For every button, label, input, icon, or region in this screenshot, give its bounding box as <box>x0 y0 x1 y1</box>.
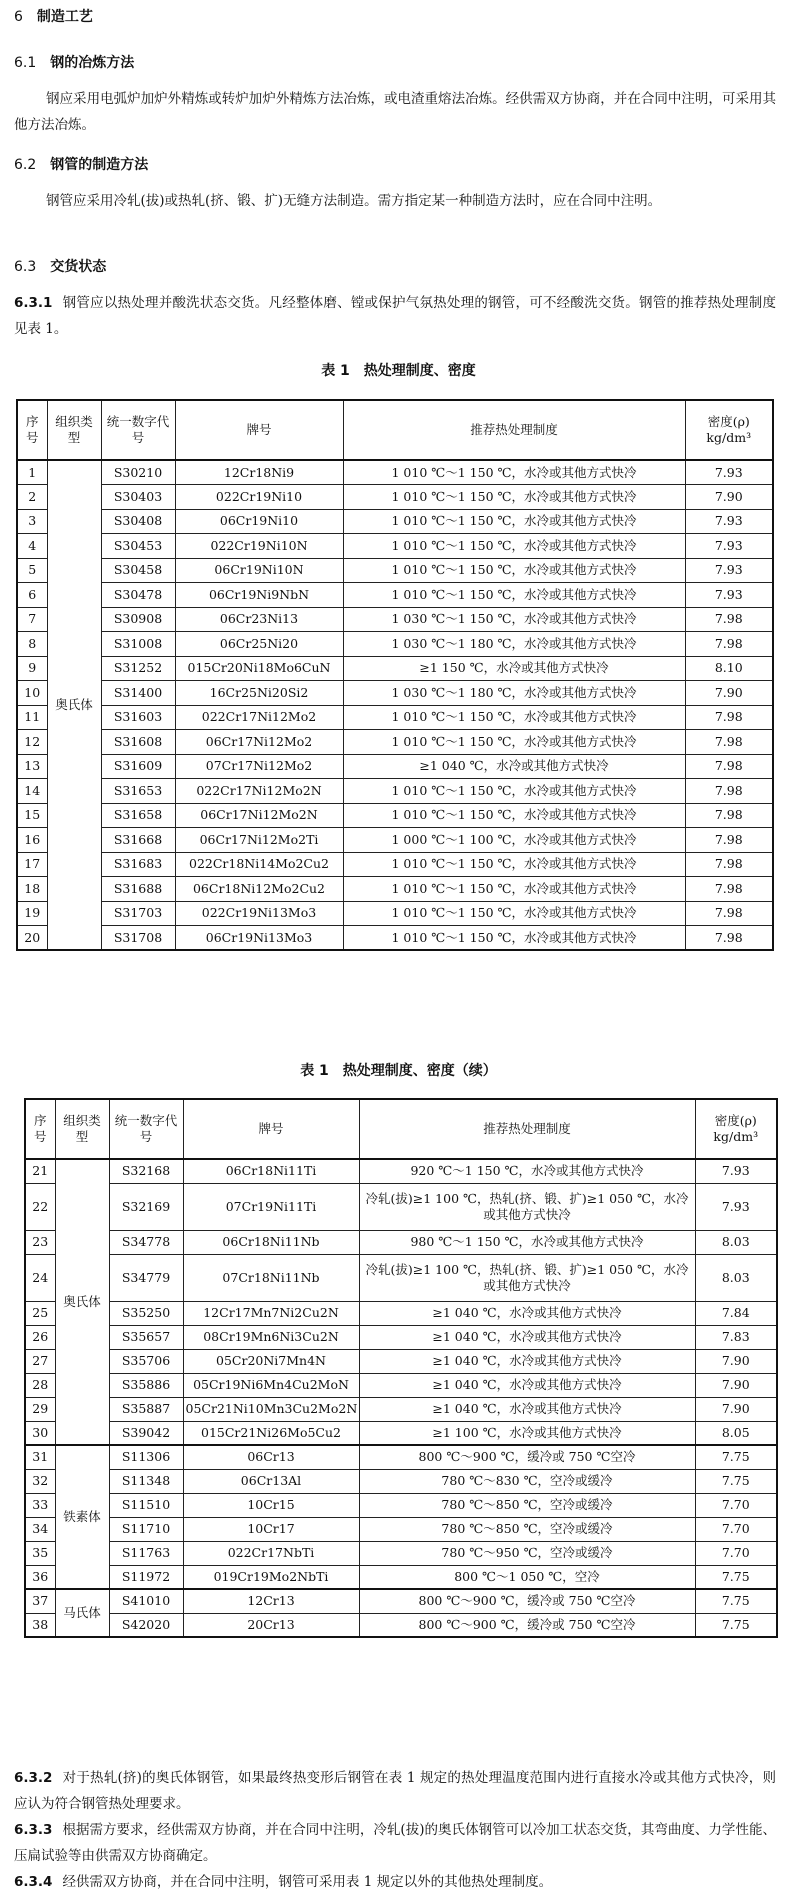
grade-cell: 06Cr23Ni13 <box>175 607 343 632</box>
table-row <box>25 1589 777 1613</box>
header-no: 序号 <box>25 1099 55 1159</box>
section-6-3-1-text: 6.3.1 钢管应以热处理并酸洗状态交货。凡经整体磨、镗或保护气氛热处理的钢管，可不经酸洗交货。钢管的推荐热处理制度见表 1。 <box>14 295 776 337</box>
heat-treatment-cell: 780 ℃～850 ℃，空冷或缓冷 <box>359 1493 695 1517</box>
code-cell: S39042 <box>109 1421 183 1445</box>
header-group: 组织类型 <box>55 1099 109 1159</box>
header-code: 统一数字代号 <box>101 400 175 460</box>
table-row <box>17 509 773 534</box>
code-cell: S34778 <box>109 1230 183 1254</box>
row-number: 32 <box>25 1469 55 1493</box>
code-cell: S42020 <box>109 1613 183 1637</box>
table-row <box>17 730 773 755</box>
table-row <box>17 852 773 877</box>
table-row <box>25 1397 777 1421</box>
row-number: 30 <box>25 1421 55 1445</box>
row-number: 14 <box>17 779 47 804</box>
section-6-3-4-text: 6.3.4 经供需双方协商，并在合同中注明，钢管可采用表 1 规定以外的其他热处理制度。 <box>14 1874 553 1890</box>
row-number: 9 <box>17 656 47 681</box>
grade-cell: 06Cr18Ni11Ti <box>183 1159 359 1183</box>
header-code: 统一数字代号 <box>109 1099 183 1159</box>
table-row <box>25 1565 777 1589</box>
heat-treatment-cell: 800 ℃～900 ℃，缓冷或 750 ℃空冷 <box>359 1445 695 1469</box>
heat-treatment-cell: 1 030 ℃～1 180 ℃，水冷或其他方式快冷 <box>343 632 685 657</box>
density-cell: 7.70 <box>695 1517 777 1541</box>
code-cell: S11763 <box>109 1541 183 1565</box>
grade-cell: 06Cr19Ni9NbN <box>175 583 343 608</box>
grade-cell: 05Cr21Ni10Mn3Cu2Mo2N <box>183 1397 359 1421</box>
grade-cell: 06Cr19Ni13Mo3 <box>175 926 343 951</box>
code-cell: S35887 <box>109 1397 183 1421</box>
code-cell: S30210 <box>101 460 175 485</box>
row-number: 27 <box>25 1349 55 1373</box>
section-6-3-3-text: 6.3.3 根据需方要求，经供需双方协商，并在合同中注明，冷轧(拔)的奥氏体钢管可以冷加工状态交货，其弯曲度、力学性能、压扁试验等由供需双方协商确定。 <box>14 1822 776 1864</box>
row-number: 33 <box>25 1493 55 1517</box>
grade-cell: 015Cr21Ni26Mo5Cu2 <box>183 1421 359 1445</box>
code-cell: S30408 <box>101 509 175 534</box>
table-row <box>17 681 773 706</box>
code-cell: S31609 <box>101 754 175 779</box>
heat-treatment-cell: 1 010 ℃～1 150 ℃，水冷或其他方式快冷 <box>343 705 685 730</box>
density-cell: 7.75 <box>695 1445 777 1469</box>
grade-cell: 06Cr17Ni12Mo2Ti <box>175 828 343 853</box>
table-row <box>25 1349 777 1373</box>
row-number: 5 <box>17 558 47 583</box>
row-number: 11 <box>17 705 47 730</box>
header-grade: 牌号 <box>175 400 343 460</box>
group-cell-martensite: 马氏体 <box>55 1589 109 1637</box>
grade-cell: 022Cr17NbTi <box>183 1541 359 1565</box>
heat-treatment-cell: 1 010 ℃～1 150 ℃，水冷或其他方式快冷 <box>343 509 685 534</box>
table-row <box>17 754 773 779</box>
grade-cell: 06Cr25Ni20 <box>175 632 343 657</box>
group-cell-ferrite: 铁素体 <box>55 1445 109 1589</box>
table-row <box>25 1445 777 1469</box>
section-6-2-text: 钢管应采用冷轧(拔)或热轧(挤、锻、扩)无缝方法制造。需方指定某一种制造方法时，应在合同中注明。 <box>46 193 662 209</box>
section-6-3-heading: 6.3 交货状态 <box>14 259 107 275</box>
table-row <box>17 779 773 804</box>
grade-cell: 20Cr13 <box>183 1613 359 1637</box>
section-6-2-heading: 6.2 钢管的制造方法 <box>14 157 149 173</box>
header-group: 组织类型 <box>47 400 101 460</box>
grade-cell: 12Cr13 <box>183 1589 359 1613</box>
row-number: 3 <box>17 509 47 534</box>
heat-treatment-cell: 800 ℃～900 ℃，缓冷或 750 ℃空冷 <box>359 1613 695 1637</box>
table-row <box>17 485 773 510</box>
code-cell: S31653 <box>101 779 175 804</box>
grade-cell: 10Cr17 <box>183 1517 359 1541</box>
table-row <box>17 656 773 681</box>
header-density: 密度(ρ) kg/dm³ <box>695 1099 777 1159</box>
section-6-1-text: 钢应采用电弧炉加炉外精炼或转炉加炉外精炼方法冶炼，或电渣重熔法冶炼。经供需双方协商，并在合同中注明，可采用其他方法冶炼。 <box>14 91 776 133</box>
grade-cell: 12Cr17Mn7Ni2Cu2N <box>183 1301 359 1325</box>
code-cell: S30403 <box>101 485 175 510</box>
row-number: 21 <box>25 1159 55 1183</box>
table-row <box>25 1493 777 1517</box>
section-6-3-2-text: 6.3.2 对于热轧(挤)的奥氏体钢管，如果最终热变形后钢管在表 1 规定的热处理温度范围内进行直接水冷或其他方式快冷，则应认为符合钢管热处理要求。 <box>14 1770 776 1812</box>
row-number: 17 <box>17 852 47 877</box>
heat-treatment-cell: 冷轧(拔)≥1 100 ℃，热轧(挤、锻、扩)≥1 050 ℃，水冷或其他方式快冷 <box>359 1254 695 1301</box>
code-cell: S41010 <box>109 1589 183 1613</box>
heat-treatment-cell: 1 010 ℃～1 150 ℃，水冷或其他方式快冷 <box>343 803 685 828</box>
section-6-1-heading: 6.1 钢的冶炼方法 <box>14 55 135 71</box>
density-cell: 7.90 <box>695 1349 777 1373</box>
table-row <box>25 1325 777 1349</box>
table-header-row <box>17 400 773 460</box>
heat-treatment-cell: ≥1 040 ℃，水冷或其他方式快冷 <box>343 754 685 779</box>
row-number: 37 <box>25 1589 55 1613</box>
code-cell: S31008 <box>101 632 175 657</box>
row-number: 29 <box>25 1397 55 1421</box>
density-cell: 7.93 <box>685 558 773 583</box>
table-row <box>17 803 773 828</box>
table-row <box>17 558 773 583</box>
table-row <box>25 1541 777 1565</box>
code-cell: S31603 <box>101 705 175 730</box>
header-grade: 牌号 <box>183 1099 359 1159</box>
density-cell: 7.98 <box>685 754 773 779</box>
density-cell: 8.10 <box>685 656 773 681</box>
density-cell: 8.05 <box>695 1421 777 1445</box>
row-number: 4 <box>17 534 47 559</box>
row-number: 36 <box>25 1565 55 1589</box>
density-cell: 7.98 <box>685 607 773 632</box>
density-cell: 7.75 <box>695 1469 777 1493</box>
density-cell: 7.84 <box>695 1301 777 1325</box>
row-number: 26 <box>25 1325 55 1349</box>
density-cell: 8.03 <box>695 1230 777 1254</box>
table-row <box>17 926 773 951</box>
code-cell: S31608 <box>101 730 175 755</box>
density-cell: 7.90 <box>695 1373 777 1397</box>
table-row <box>25 1517 777 1541</box>
table-row <box>25 1183 777 1230</box>
heat-treatment-cell: 1 010 ℃～1 150 ℃，水冷或其他方式快冷 <box>343 730 685 755</box>
heat-treatment-cell: 920 ℃～1 150 ℃，水冷或其他方式快冷 <box>359 1159 695 1183</box>
density-cell: 7.93 <box>695 1159 777 1183</box>
row-number: 35 <box>25 1541 55 1565</box>
code-cell: S35886 <box>109 1373 183 1397</box>
code-cell: S11972 <box>109 1565 183 1589</box>
code-cell: S32168 <box>109 1159 183 1183</box>
density-cell: 7.75 <box>695 1565 777 1589</box>
header-heat: 推荐热处理制度 <box>359 1099 695 1159</box>
code-cell: S11710 <box>109 1517 183 1541</box>
grade-cell: 06Cr13 <box>183 1445 359 1469</box>
group-cell-austenite: 奥氏体 <box>55 1159 109 1445</box>
heat-treatment-cell: ≥1 040 ℃，水冷或其他方式快冷 <box>359 1373 695 1397</box>
code-cell: S30453 <box>101 534 175 559</box>
row-number: 7 <box>17 607 47 632</box>
row-number: 20 <box>17 926 47 951</box>
table-row <box>25 1373 777 1397</box>
row-number: 22 <box>25 1183 55 1230</box>
grade-cell: 06Cr19Ni10N <box>175 558 343 583</box>
density-cell: 7.98 <box>685 730 773 755</box>
row-number: 2 <box>17 485 47 510</box>
code-cell: S30478 <box>101 583 175 608</box>
heat-treatment-cell: 1 010 ℃～1 150 ℃，水冷或其他方式快冷 <box>343 926 685 951</box>
table-1-caption: 表 1 热处理制度、密度 <box>321 363 476 379</box>
heat-treatment-cell: 800 ℃～1 050 ℃，空冷 <box>359 1565 695 1589</box>
grade-cell: 06Cr18Ni12Mo2Cu2 <box>175 877 343 902</box>
heat-treatment-cell: 1 030 ℃～1 150 ℃，水冷或其他方式快冷 <box>343 607 685 632</box>
code-cell: S31658 <box>101 803 175 828</box>
table-1-continued <box>24 1098 778 1638</box>
density-cell: 7.83 <box>695 1325 777 1349</box>
table-row <box>17 632 773 657</box>
table-row <box>25 1159 777 1183</box>
density-cell: 7.98 <box>685 877 773 902</box>
heat-treatment-cell: 1 010 ℃～1 150 ℃，水冷或其他方式快冷 <box>343 485 685 510</box>
heat-treatment-cell: 780 ℃～850 ℃，空冷或缓冷 <box>359 1517 695 1541</box>
table-1 <box>16 399 774 951</box>
grade-cell: 06Cr17Ni12Mo2 <box>175 730 343 755</box>
heat-treatment-cell: ≥1 100 ℃，水冷或其他方式快冷 <box>359 1421 695 1445</box>
density-cell: 7.98 <box>685 926 773 951</box>
header-no: 序号 <box>17 400 47 460</box>
code-cell: S31683 <box>101 852 175 877</box>
grade-cell: 019Cr19Mo2NbTi <box>183 1565 359 1589</box>
heat-treatment-cell: 1 010 ℃～1 150 ℃，水冷或其他方式快冷 <box>343 852 685 877</box>
code-cell: S31708 <box>101 926 175 951</box>
row-number: 28 <box>25 1373 55 1397</box>
heat-treatment-cell: 1 030 ℃～1 180 ℃，水冷或其他方式快冷 <box>343 681 685 706</box>
grade-cell: 10Cr15 <box>183 1493 359 1517</box>
grade-cell: 022Cr17Ni12Mo2 <box>175 705 343 730</box>
grade-cell: 07Cr19Ni11Ti <box>183 1183 359 1230</box>
code-cell: S31688 <box>101 877 175 902</box>
heat-treatment-cell: 780 ℃～950 ℃，空冷或缓冷 <box>359 1541 695 1565</box>
grade-cell: 022Cr19Ni10 <box>175 485 343 510</box>
density-cell: 7.93 <box>685 509 773 534</box>
grade-cell: 06Cr19Ni10 <box>175 509 343 534</box>
table-row <box>25 1254 777 1301</box>
density-cell: 7.93 <box>685 534 773 559</box>
section-6-heading: 6 制造工艺 <box>14 9 93 25</box>
density-cell: 7.98 <box>685 632 773 657</box>
density-cell: 7.98 <box>685 852 773 877</box>
code-cell: S30458 <box>101 558 175 583</box>
heat-treatment-cell: ≥1 150 ℃，水冷或其他方式快冷 <box>343 656 685 681</box>
row-number: 6 <box>17 583 47 608</box>
code-cell: S31668 <box>101 828 175 853</box>
table-row <box>25 1469 777 1493</box>
row-number: 18 <box>17 877 47 902</box>
grade-cell: 07Cr17Ni12Mo2 <box>175 754 343 779</box>
density-cell: 7.90 <box>695 1397 777 1421</box>
table-row <box>25 1230 777 1254</box>
heat-treatment-cell: 1 010 ℃～1 150 ℃，水冷或其他方式快冷 <box>343 583 685 608</box>
heat-treatment-cell: 1 010 ℃～1 150 ℃，水冷或其他方式快冷 <box>343 460 685 485</box>
row-number: 31 <box>25 1445 55 1469</box>
row-number: 34 <box>25 1517 55 1541</box>
code-cell: S32169 <box>109 1183 183 1230</box>
grade-cell: 022Cr18Ni14Mo2Cu2 <box>175 852 343 877</box>
grade-cell: 06Cr18Ni11Nb <box>183 1230 359 1254</box>
grade-cell: 022Cr17Ni12Mo2N <box>175 779 343 804</box>
density-cell: 7.93 <box>685 583 773 608</box>
table-row <box>17 534 773 559</box>
row-number: 13 <box>17 754 47 779</box>
heat-treatment-cell: 1 010 ℃～1 150 ℃，水冷或其他方式快冷 <box>343 558 685 583</box>
row-number: 24 <box>25 1254 55 1301</box>
row-number: 16 <box>17 828 47 853</box>
density-cell: 7.93 <box>695 1183 777 1230</box>
row-number: 1 <box>17 460 47 485</box>
grade-cell: 05Cr19Ni6Mn4Cu2MoN <box>183 1373 359 1397</box>
table-row <box>25 1421 777 1445</box>
heat-treatment-cell: 780 ℃～830 ℃，空冷或缓冷 <box>359 1469 695 1493</box>
code-cell: S30908 <box>101 607 175 632</box>
table-row <box>17 901 773 926</box>
code-cell: S11348 <box>109 1469 183 1493</box>
grade-cell: 022Cr19Ni13Mo3 <box>175 901 343 926</box>
row-number: 38 <box>25 1613 55 1637</box>
density-cell: 7.90 <box>685 485 773 510</box>
code-cell: S35706 <box>109 1349 183 1373</box>
density-cell: 7.98 <box>685 779 773 804</box>
heat-treatment-cell: 1 010 ℃～1 150 ℃，水冷或其他方式快冷 <box>343 534 685 559</box>
density-cell: 7.98 <box>685 803 773 828</box>
table-row <box>17 828 773 853</box>
table-row <box>17 607 773 632</box>
grade-cell: 08Cr19Mn6Ni3Cu2N <box>183 1325 359 1349</box>
group-cell-austenite: 奥氏体 <box>47 460 101 950</box>
header-heat: 推荐热处理制度 <box>343 400 685 460</box>
code-cell: S31400 <box>101 681 175 706</box>
code-cell: S31703 <box>101 901 175 926</box>
density-cell: 7.75 <box>695 1589 777 1613</box>
code-cell: S35250 <box>109 1301 183 1325</box>
grade-cell: 06Cr13Al <box>183 1469 359 1493</box>
heat-treatment-cell: 800 ℃～900 ℃，缓冷或 750 ℃空冷 <box>359 1589 695 1613</box>
table-row <box>17 705 773 730</box>
table-row <box>17 583 773 608</box>
code-cell: S11306 <box>109 1445 183 1469</box>
heat-treatment-cell: ≥1 040 ℃，水冷或其他方式快冷 <box>359 1349 695 1373</box>
heat-treatment-cell: 1 010 ℃～1 150 ℃，水冷或其他方式快冷 <box>343 901 685 926</box>
density-cell: 7.75 <box>695 1613 777 1637</box>
density-cell: 7.93 <box>685 460 773 485</box>
table-row <box>25 1613 777 1637</box>
row-number: 15 <box>17 803 47 828</box>
header-density: 密度(ρ) kg/dm³ <box>685 400 773 460</box>
density-cell: 7.90 <box>685 681 773 706</box>
heat-treatment-cell: ≥1 040 ℃，水冷或其他方式快冷 <box>359 1301 695 1325</box>
code-cell: S31252 <box>101 656 175 681</box>
grade-cell: 07Cr18Ni11Nb <box>183 1254 359 1301</box>
grade-cell: 05Cr20Ni7Mn4N <box>183 1349 359 1373</box>
heat-treatment-cell: 980 ℃～1 150 ℃，水冷或其他方式快冷 <box>359 1230 695 1254</box>
heat-treatment-cell: 冷轧(拔)≥1 100 ℃，热轧(挤、锻、扩)≥1 050 ℃，水冷或其他方式快冷 <box>359 1183 695 1230</box>
row-number: 8 <box>17 632 47 657</box>
heat-treatment-cell: 1 010 ℃～1 150 ℃，水冷或其他方式快冷 <box>343 779 685 804</box>
density-cell: 7.98 <box>685 705 773 730</box>
grade-cell: 12Cr18Ni9 <box>175 460 343 485</box>
row-number: 12 <box>17 730 47 755</box>
density-cell: 8.03 <box>695 1254 777 1301</box>
row-number: 25 <box>25 1301 55 1325</box>
code-cell: S11510 <box>109 1493 183 1517</box>
grade-cell: 16Cr25Ni20Si2 <box>175 681 343 706</box>
grade-cell: 022Cr19Ni10N <box>175 534 343 559</box>
density-cell: 7.98 <box>685 828 773 853</box>
heat-treatment-cell: ≥1 040 ℃，水冷或其他方式快冷 <box>359 1325 695 1349</box>
row-number: 23 <box>25 1230 55 1254</box>
density-cell: 7.70 <box>695 1493 777 1517</box>
table-row <box>17 877 773 902</box>
table-row <box>17 460 773 485</box>
code-cell: S35657 <box>109 1325 183 1349</box>
heat-treatment-cell: ≥1 040 ℃，水冷或其他方式快冷 <box>359 1397 695 1421</box>
code-cell: S34779 <box>109 1254 183 1301</box>
row-number: 10 <box>17 681 47 706</box>
density-cell: 7.70 <box>695 1541 777 1565</box>
table-1-cont-caption: 表 1 热处理制度、密度（续） <box>300 1063 497 1079</box>
table-row <box>25 1301 777 1325</box>
grade-cell: 015Cr20Ni18Mo6CuN <box>175 656 343 681</box>
grade-cell: 06Cr17Ni12Mo2N <box>175 803 343 828</box>
heat-treatment-cell: 1 010 ℃～1 150 ℃，水冷或其他方式快冷 <box>343 877 685 902</box>
density-cell: 7.98 <box>685 901 773 926</box>
table-header-row <box>25 1099 777 1159</box>
row-number: 19 <box>17 901 47 926</box>
heat-treatment-cell: 1 000 ℃～1 100 ℃，水冷或其他方式快冷 <box>343 828 685 853</box>
